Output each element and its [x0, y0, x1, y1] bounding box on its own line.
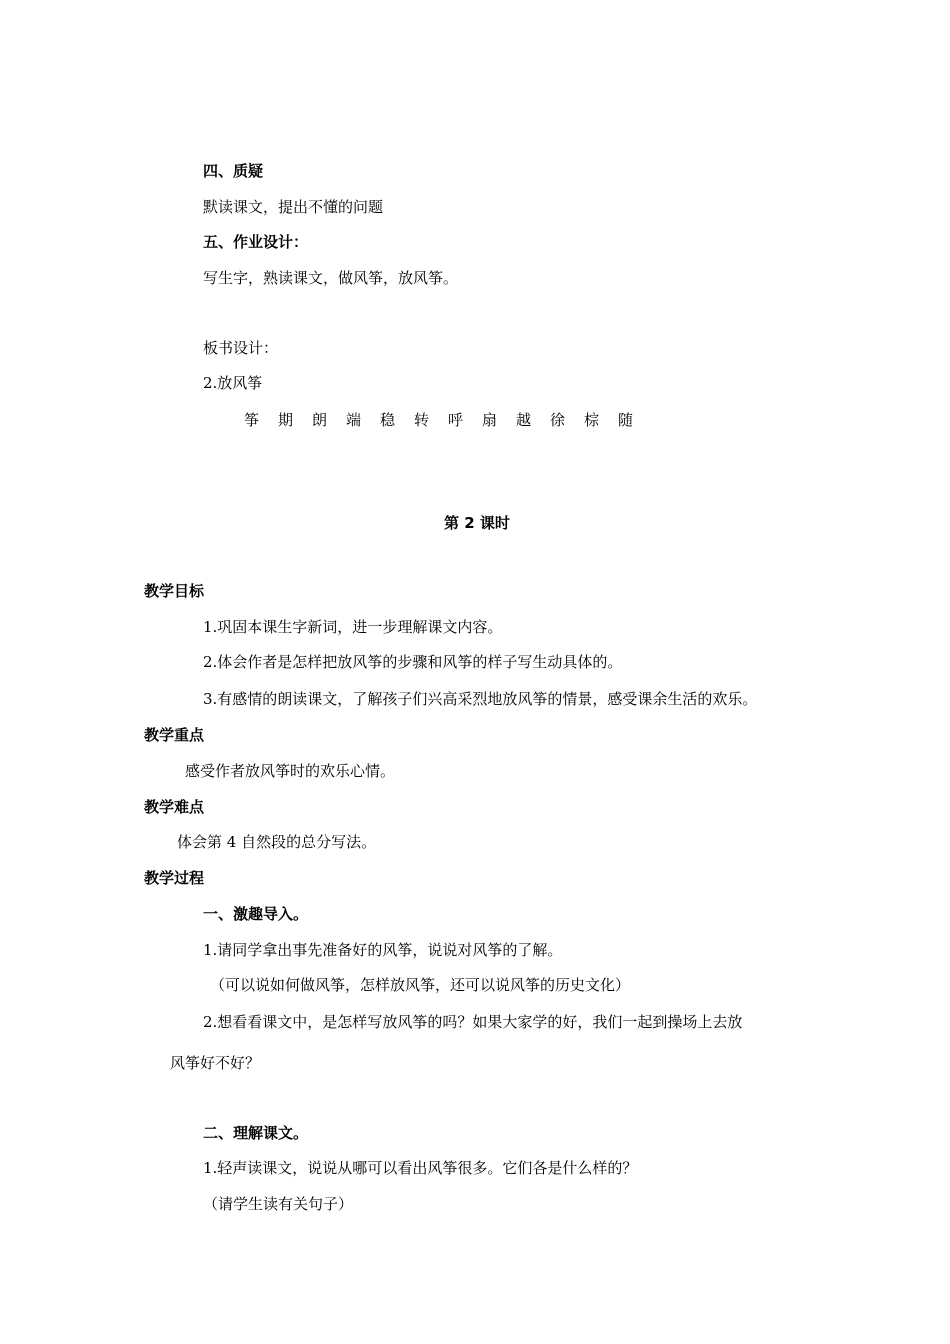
character: 扇 — [482, 411, 498, 429]
difficulty-text: 体会第 4 自然段的总分写法。 — [177, 833, 377, 851]
character: 期 — [278, 411, 294, 429]
step-heading: 一、激趣导入。 — [203, 905, 309, 923]
section-heading-question: 四、质疑 — [203, 162, 264, 180]
character: 端 — [346, 411, 362, 429]
goal-item: 3.有感情的朗读课文，了解孩子们兴高采烈地放风筝的情景，感受课余生活的欢乐。 — [203, 690, 758, 708]
goals-heading: 教学目标 — [144, 582, 205, 600]
character: 转 — [414, 411, 430, 429]
process-heading: 教学过程 — [144, 869, 205, 887]
step-item: 2.想看看课文中，是怎样写放风筝的吗？如果大家学的好，我们一起到操场上去放 — [203, 1013, 743, 1031]
difficulty-heading: 教学难点 — [144, 798, 205, 816]
character: 随 — [618, 411, 634, 429]
character: 朗 — [312, 411, 328, 429]
section-heading-homework: 五、作业设计： — [203, 233, 309, 251]
character: 稳 — [380, 411, 396, 429]
step-item: 1.请同学拿出事先准备好的风筝，说说对风筝的了解。 — [203, 941, 563, 959]
board-design-title: 2.放风筝 — [203, 374, 263, 392]
goal-item: 2.体会作者是怎样把放风筝的步骤和风筝的样子写生动具体的。 — [203, 653, 623, 671]
paragraph: 写生字，熟读课文，做风筝，放风筝。 — [203, 269, 459, 287]
step-note: （请学生读有关句子） — [203, 1195, 354, 1213]
character: 徐 — [550, 411, 566, 429]
character: 棕 — [584, 411, 600, 429]
key-points-text: 感受作者放风筝时的欢乐心情。 — [185, 762, 396, 780]
paragraph: 默读课文，提出不懂的问题 — [203, 198, 384, 216]
character: 越 — [516, 411, 532, 429]
step-item: 1.轻声读课文，说说从哪可以看出风筝很多。它们各是什么样的？ — [203, 1159, 638, 1177]
board-design-label: 板书设计： — [203, 339, 279, 357]
step-item-continued: 风筝好不好？ — [170, 1054, 261, 1072]
character: 呼 — [448, 411, 464, 429]
key-points-heading: 教学重点 — [144, 726, 205, 744]
step-heading: 二、理解课文。 — [203, 1124, 309, 1142]
goal-item: 1.巩固本课生字新词，进一步理解课文内容。 — [203, 618, 503, 636]
character: 筝 — [244, 411, 260, 429]
lesson-title: 第 2 课时 — [444, 514, 510, 532]
board-design-characters — [244, 409, 652, 430]
step-note: （可以说如何做风筝，怎样放风筝，还可以说风筝的历史文化） — [210, 976, 631, 994]
